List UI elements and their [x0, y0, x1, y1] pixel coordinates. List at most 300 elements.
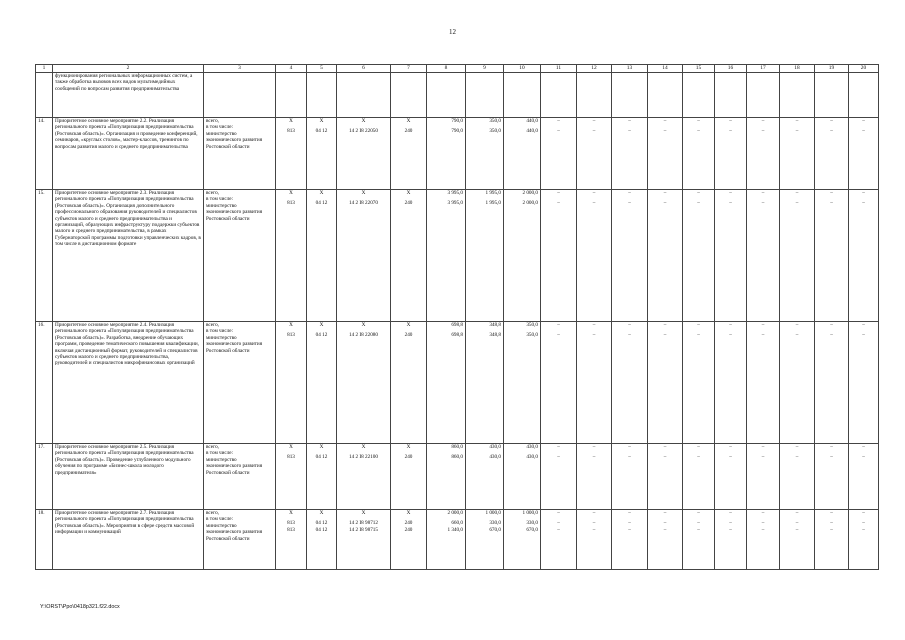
value: 813 — [287, 128, 295, 134]
value: 2 000,0 — [447, 510, 463, 516]
dash-value: – — [628, 200, 631, 206]
value-cell-col-18 — [780, 510, 815, 570]
dash-value: – — [592, 444, 596, 450]
dash-value: – — [795, 510, 799, 516]
table-row — [36, 322, 879, 444]
executor-line: министерство экономического развития Ростовской области — [206, 130, 263, 150]
column-number: 20 — [849, 65, 879, 73]
column-number: 2 — [53, 65, 204, 73]
row-number: 15. — [36, 190, 53, 322]
value: 698,8 — [451, 332, 463, 338]
column-number: 4 — [276, 65, 307, 73]
dash-value: – — [862, 510, 865, 516]
value: X — [406, 322, 411, 328]
column-number-row — [36, 65, 879, 73]
value-cell-col-9 — [466, 118, 504, 190]
value: 14 2 I8 22080 — [349, 332, 378, 338]
column-number: 18 — [780, 65, 815, 73]
value-cell-col-15 — [683, 444, 715, 510]
dash-value: – — [592, 118, 596, 124]
continuation-text: функционирования региональных информационных систем, а также обработка вызовов всех видов мультимедийных сообщений по вопросам развития предпринимательства — [53, 73, 204, 118]
value: 240 — [404, 527, 413, 533]
dash-value: – — [697, 128, 700, 134]
value: 240 — [404, 128, 413, 134]
executor-cell — [204, 322, 276, 444]
value-cell-col-7 — [391, 118, 427, 190]
value: 348,8 — [489, 322, 501, 328]
value: 1 995,0 — [485, 190, 501, 196]
value-cell-col-11 — [541, 444, 577, 510]
dash-value: – — [592, 454, 596, 460]
value-cell-col-20 — [849, 190, 879, 322]
value-cell-col-10 — [504, 510, 541, 570]
column-number: 5 — [307, 65, 337, 73]
value-cell-col-20 — [849, 510, 879, 570]
row-number: 14. — [36, 118, 53, 190]
value-cell-col-10 — [504, 190, 541, 322]
value-cell-col-19 — [815, 118, 849, 190]
value-cell-col-16 — [715, 322, 747, 444]
continuation-row — [36, 73, 879, 118]
dash-value: – — [729, 332, 732, 338]
executor-line: в том числе: — [206, 516, 234, 523]
value: 2 000,0 — [522, 190, 538, 196]
column-number: 14 — [648, 65, 683, 73]
dash-value: – — [830, 118, 833, 124]
empty-cell — [391, 73, 427, 118]
value-cell-col-16 — [715, 190, 747, 322]
value-cell-col-14 — [648, 444, 683, 510]
dash-value: – — [830, 510, 833, 516]
value-cell-col-14 — [648, 190, 683, 322]
value: X — [289, 322, 293, 328]
column-number: 7 — [391, 65, 427, 73]
column-number: 6 — [337, 65, 391, 73]
value: 860,0 — [451, 444, 463, 450]
value-cell-col-13 — [612, 118, 648, 190]
dash-value: – — [729, 190, 732, 196]
value-cell-col-5 — [307, 322, 337, 444]
value-cell-col-16 — [715, 444, 747, 510]
dash-value: – — [697, 332, 700, 338]
empty-cell — [466, 73, 504, 118]
executor-line: министерство экономического развития Ростовской области — [206, 522, 263, 542]
value: 1 995,0 — [485, 200, 501, 206]
value-cell-col-7 — [391, 510, 427, 570]
empty-cell — [541, 73, 577, 118]
value: 14 2 I8 98712 — [349, 520, 378, 526]
dash-value: – — [557, 322, 560, 328]
table-row — [36, 510, 879, 570]
value-cell-col-5 — [307, 190, 337, 322]
empty-cell — [307, 73, 337, 118]
value-cell-col-7 — [391, 190, 427, 322]
value-cell-col-11 — [541, 510, 577, 570]
dash-value: – — [862, 527, 865, 533]
dash-value: – — [663, 510, 667, 516]
column-number: 19 — [815, 65, 849, 73]
dash-value: – — [729, 454, 732, 460]
value: 813 — [287, 332, 295, 338]
value: 04 12 — [315, 454, 328, 460]
dash-value: – — [795, 190, 799, 196]
budget-table — [35, 64, 879, 570]
value-cell-col-8 — [427, 190, 466, 322]
empty-cell — [815, 73, 849, 118]
value-cell-col-13 — [612, 510, 648, 570]
dash-value: – — [729, 118, 732, 124]
value-cell-col-6 — [337, 444, 391, 510]
row-number: 17. — [36, 444, 53, 510]
value-cell-col-12 — [577, 510, 612, 570]
value: 04 12 — [315, 200, 328, 206]
dash-value: – — [729, 527, 732, 533]
dash-value: – — [557, 454, 560, 460]
value: X — [361, 190, 366, 196]
value: 860,0 — [451, 454, 463, 460]
dash-value: – — [729, 200, 732, 206]
value-cell-col-12 — [577, 190, 612, 322]
dash-value: – — [663, 200, 667, 206]
value-cell-col-10 — [504, 322, 541, 444]
dash-value: – — [830, 200, 833, 206]
value: X — [289, 190, 293, 196]
dash-value: – — [697, 454, 700, 460]
activity-description: Приоритетное основное мероприятие 2.3. Реализация регионального проекта «Популяризация предпринимательства (Ростовская область)». Организация дополнительного профессионального образования руководителей и специалистов субъектов малого и среднего предпринимательства и организаций, образующих инфраструктуру поддержки субъектов малого и среднего предпринимательства, в рамках Губернаторской программы подготовки управленческих кадров, в том числе в дистанционном формате — [53, 190, 204, 322]
value-cell-col-17 — [747, 118, 780, 190]
value: 240 — [404, 520, 413, 526]
value-cell-col-11 — [541, 190, 577, 322]
value-cell-col-9 — [466, 190, 504, 322]
value: X — [319, 322, 324, 328]
value-cell-col-5 — [307, 118, 337, 190]
value-cell-col-4 — [276, 190, 307, 322]
value-cell-col-11 — [541, 322, 577, 444]
value-cell-col-9 — [466, 444, 504, 510]
value: 440,0 — [526, 128, 538, 134]
dash-value: – — [557, 118, 560, 124]
value-cell-col-19 — [815, 444, 849, 510]
table-row — [36, 444, 879, 510]
empty-cell — [683, 73, 715, 118]
executor-line: всего, — [206, 444, 219, 450]
executor-cell — [204, 444, 276, 510]
dash-value: – — [557, 128, 560, 134]
value-cell-col-19 — [815, 190, 849, 322]
value-cell-col-6 — [337, 118, 391, 190]
dash-value: – — [729, 322, 732, 328]
dash-value: – — [697, 118, 700, 124]
value-cell-col-14 — [648, 118, 683, 190]
value-cell-col-4 — [276, 322, 307, 444]
value-cell-col-9 — [466, 510, 504, 570]
executor-line: в том числе: — [206, 450, 234, 457]
dash-value: – — [795, 454, 799, 460]
column-number: 9 — [466, 65, 504, 73]
column-number: 12 — [577, 65, 612, 73]
empty-cell — [36, 73, 53, 118]
dash-value: – — [761, 118, 765, 124]
dash-value: – — [557, 510, 560, 516]
executor-line: министерство экономического развития Ростовской области — [206, 456, 263, 476]
value: 330,0 — [526, 520, 538, 526]
value: 04 12 — [315, 520, 328, 526]
activity-description: Приоритетное основное мероприятие 2.5. Реализация регионального проекта «Популяризация предпринимательства (Ростовская область)». Проведение углубленного модульного обучения по программе «Бизнес-школа молодого предпринимателя» — [53, 444, 204, 510]
dash-value: – — [862, 200, 865, 206]
value: X — [319, 510, 324, 516]
value: 330,0 — [489, 520, 501, 526]
dash-value: – — [830, 332, 833, 338]
executor-cell — [204, 118, 276, 190]
row-number: 16. — [36, 322, 53, 444]
value-cell-col-16 — [715, 510, 747, 570]
dash-value: – — [761, 128, 765, 134]
dash-value: – — [729, 128, 732, 134]
dash-value: – — [761, 322, 765, 328]
dash-value: – — [592, 510, 596, 516]
executor-line: всего, — [206, 118, 219, 124]
column-number: 10 — [504, 65, 541, 73]
table-row — [36, 118, 879, 190]
empty-cell — [276, 73, 307, 118]
value-cell-col-12 — [577, 444, 612, 510]
executor-line: министерство экономического развития Ростовской области — [206, 202, 263, 222]
dash-value: – — [862, 128, 865, 134]
dash-value: – — [697, 190, 700, 196]
value: 14 2 I8 22070 — [349, 200, 378, 206]
value: 240 — [404, 332, 413, 338]
value-cell-col-18 — [780, 118, 815, 190]
empty-cell — [648, 73, 683, 118]
dash-value: – — [761, 444, 765, 450]
value: 670,0 — [489, 527, 501, 533]
dash-value: – — [592, 128, 596, 134]
value: 240 — [404, 454, 413, 460]
executor-line: в том числе: — [206, 328, 234, 335]
dash-value: – — [663, 527, 667, 533]
value: 813 — [287, 200, 295, 206]
executor-line: всего, — [206, 322, 219, 328]
dash-value: – — [663, 444, 667, 450]
value: X — [319, 444, 324, 450]
dash-value: – — [628, 520, 631, 526]
dash-value: – — [663, 128, 667, 134]
dash-value: – — [862, 444, 865, 450]
activity-description: Приоритетное основное мероприятие 2.2. Реализация регионального проекта «Популяризация предпринимательства (Ростовская область)». Организация и проведение конференций, семинаров, «круглых столов», мастер-классов, тренингов по вопросам развития малого и среднего предпринимательства — [53, 118, 204, 190]
dash-value: – — [830, 190, 833, 196]
dash-value: – — [830, 527, 833, 533]
dash-value: – — [795, 128, 799, 134]
dash-value: – — [697, 200, 700, 206]
value-cell-col-16 — [715, 118, 747, 190]
page-number: 12 — [449, 28, 456, 36]
executor-cell — [204, 510, 276, 570]
column-number: 16 — [715, 65, 747, 73]
value: 660,0 — [451, 520, 463, 526]
value: 430,0 — [526, 454, 538, 460]
dash-value: – — [830, 322, 833, 328]
column-number: 11 — [541, 65, 577, 73]
column-number: 8 — [427, 65, 466, 73]
dash-value: – — [663, 118, 667, 124]
value-cell-col-17 — [747, 444, 780, 510]
value-cell-col-18 — [780, 322, 815, 444]
dash-value: – — [592, 520, 596, 526]
value: 04 12 — [315, 128, 328, 134]
dash-value: – — [795, 118, 799, 124]
value: 350,0 — [489, 118, 501, 124]
value: 813 — [287, 520, 295, 526]
value: 1 340,0 — [447, 527, 463, 533]
value-cell-col-13 — [612, 444, 648, 510]
value: 348,8 — [489, 332, 501, 338]
value: 698,8 — [451, 322, 463, 328]
dash-value: – — [628, 128, 631, 134]
dash-value: – — [592, 322, 596, 328]
table-row — [36, 190, 879, 322]
value-cell-col-15 — [683, 190, 715, 322]
column-number: 17 — [747, 65, 780, 73]
dash-value: – — [862, 520, 865, 526]
value: 430,0 — [489, 444, 501, 450]
value-cell-col-13 — [612, 190, 648, 322]
dash-value: – — [557, 200, 560, 206]
value-cell-col-17 — [747, 190, 780, 322]
dash-value: – — [557, 444, 560, 450]
value: 14 2 I8 22100 — [349, 454, 378, 460]
dash-value: – — [697, 510, 700, 516]
value-cell-col-7 — [391, 444, 427, 510]
dash-value: – — [592, 190, 596, 196]
empty-cell — [780, 73, 815, 118]
dash-value: – — [830, 454, 833, 460]
dash-value: – — [862, 322, 865, 328]
value-cell-col-5 — [307, 510, 337, 570]
dash-value: – — [697, 444, 700, 450]
value-cell-col-4 — [276, 444, 307, 510]
value-cell-col-17 — [747, 510, 780, 570]
empty-cell — [849, 73, 879, 118]
executor-line: всего, — [206, 510, 219, 516]
column-number: 15 — [683, 65, 715, 73]
dash-value: – — [729, 520, 732, 526]
dash-value: – — [557, 190, 560, 196]
value-cell-col-4 — [276, 118, 307, 190]
dash-value: – — [628, 454, 631, 460]
executor-line: министерство экономического развития Ростовской области — [206, 334, 263, 354]
value: 14 2 I8 98715 — [349, 527, 378, 533]
value: 240 — [404, 200, 413, 206]
dash-value: – — [663, 520, 667, 526]
value-cell-col-14 — [648, 510, 683, 570]
dash-value: – — [830, 444, 833, 450]
value-cell-col-14 — [648, 322, 683, 444]
dash-value: – — [795, 520, 799, 526]
value: X — [361, 444, 366, 450]
value: 813 — [287, 527, 295, 533]
dash-value: – — [795, 322, 799, 328]
value: X — [319, 190, 324, 196]
dash-value: – — [628, 444, 631, 450]
dash-value: – — [830, 520, 833, 526]
value: X — [406, 444, 411, 450]
value-cell-col-8 — [427, 444, 466, 510]
dash-value: – — [628, 190, 631, 196]
value: 04 12 — [315, 527, 328, 533]
value: X — [406, 118, 411, 124]
value: X — [361, 118, 366, 124]
empty-cell — [715, 73, 747, 118]
value: 790,0 — [451, 118, 463, 124]
dash-value: – — [592, 527, 596, 533]
value: 350,0 — [489, 128, 501, 134]
value: 350,0 — [526, 322, 538, 328]
value-cell-col-10 — [504, 444, 541, 510]
value-cell-col-8 — [427, 322, 466, 444]
value-cell-col-9 — [466, 322, 504, 444]
dash-value: – — [663, 322, 667, 328]
value-cell-col-13 — [612, 322, 648, 444]
dash-value: – — [592, 200, 596, 206]
value-cell-col-6 — [337, 190, 391, 322]
value-cell-col-6 — [337, 510, 391, 570]
dash-value: – — [761, 527, 765, 533]
value: 3 995,0 — [447, 200, 463, 206]
column-number: 1 — [36, 65, 53, 73]
value: 14 2 I8 22050 — [349, 128, 378, 134]
dash-value: – — [628, 332, 631, 338]
value-cell-col-8 — [427, 510, 466, 570]
value-cell-col-12 — [577, 118, 612, 190]
dash-value: – — [628, 118, 631, 124]
value: 1 000,0 — [522, 510, 538, 516]
empty-cell — [204, 73, 276, 118]
activity-description: Приоритетное основное мероприятие 2.4. Реализация регионального проекта «Популяризация предпринимательства (Ростовская область)». Разработка, внедрение обучающих программ, проведение тематического повышения квалификации, включая дистанционный формат, руководителей и специалистов субъектов малого и среднего предпринимательства, руководителей и специалистов микрофинансовых организаций — [53, 322, 204, 444]
dash-value: – — [862, 118, 865, 124]
value: X — [289, 444, 293, 450]
executor-cell — [204, 190, 276, 322]
value: 670,0 — [526, 527, 538, 533]
value: 430,0 — [526, 444, 538, 450]
value-cell-col-6 — [337, 322, 391, 444]
dash-value: – — [795, 444, 799, 450]
value: X — [289, 510, 293, 516]
empty-cell — [504, 73, 541, 118]
value-cell-col-5 — [307, 444, 337, 510]
empty-cell — [577, 73, 612, 118]
dash-value: – — [729, 510, 732, 516]
dash-value: – — [761, 190, 765, 196]
value-cell-col-20 — [849, 322, 879, 444]
dash-value: – — [795, 527, 799, 533]
value-cell-col-15 — [683, 322, 715, 444]
value-cell-col-20 — [849, 444, 879, 510]
executor-line: в том числе: — [206, 196, 234, 203]
dash-value: – — [697, 322, 700, 328]
value: 3 995,0 — [447, 190, 463, 196]
value: 350,0 — [526, 332, 538, 338]
dash-value: – — [663, 454, 667, 460]
dash-value: – — [697, 527, 700, 533]
value-cell-col-15 — [683, 510, 715, 570]
value: X — [319, 118, 324, 124]
dash-value: – — [862, 454, 865, 460]
value-cell-col-11 — [541, 118, 577, 190]
executor-line: в том числе: — [206, 124, 234, 131]
empty-cell — [337, 73, 391, 118]
value: X — [361, 322, 366, 328]
empty-cell — [427, 73, 466, 118]
